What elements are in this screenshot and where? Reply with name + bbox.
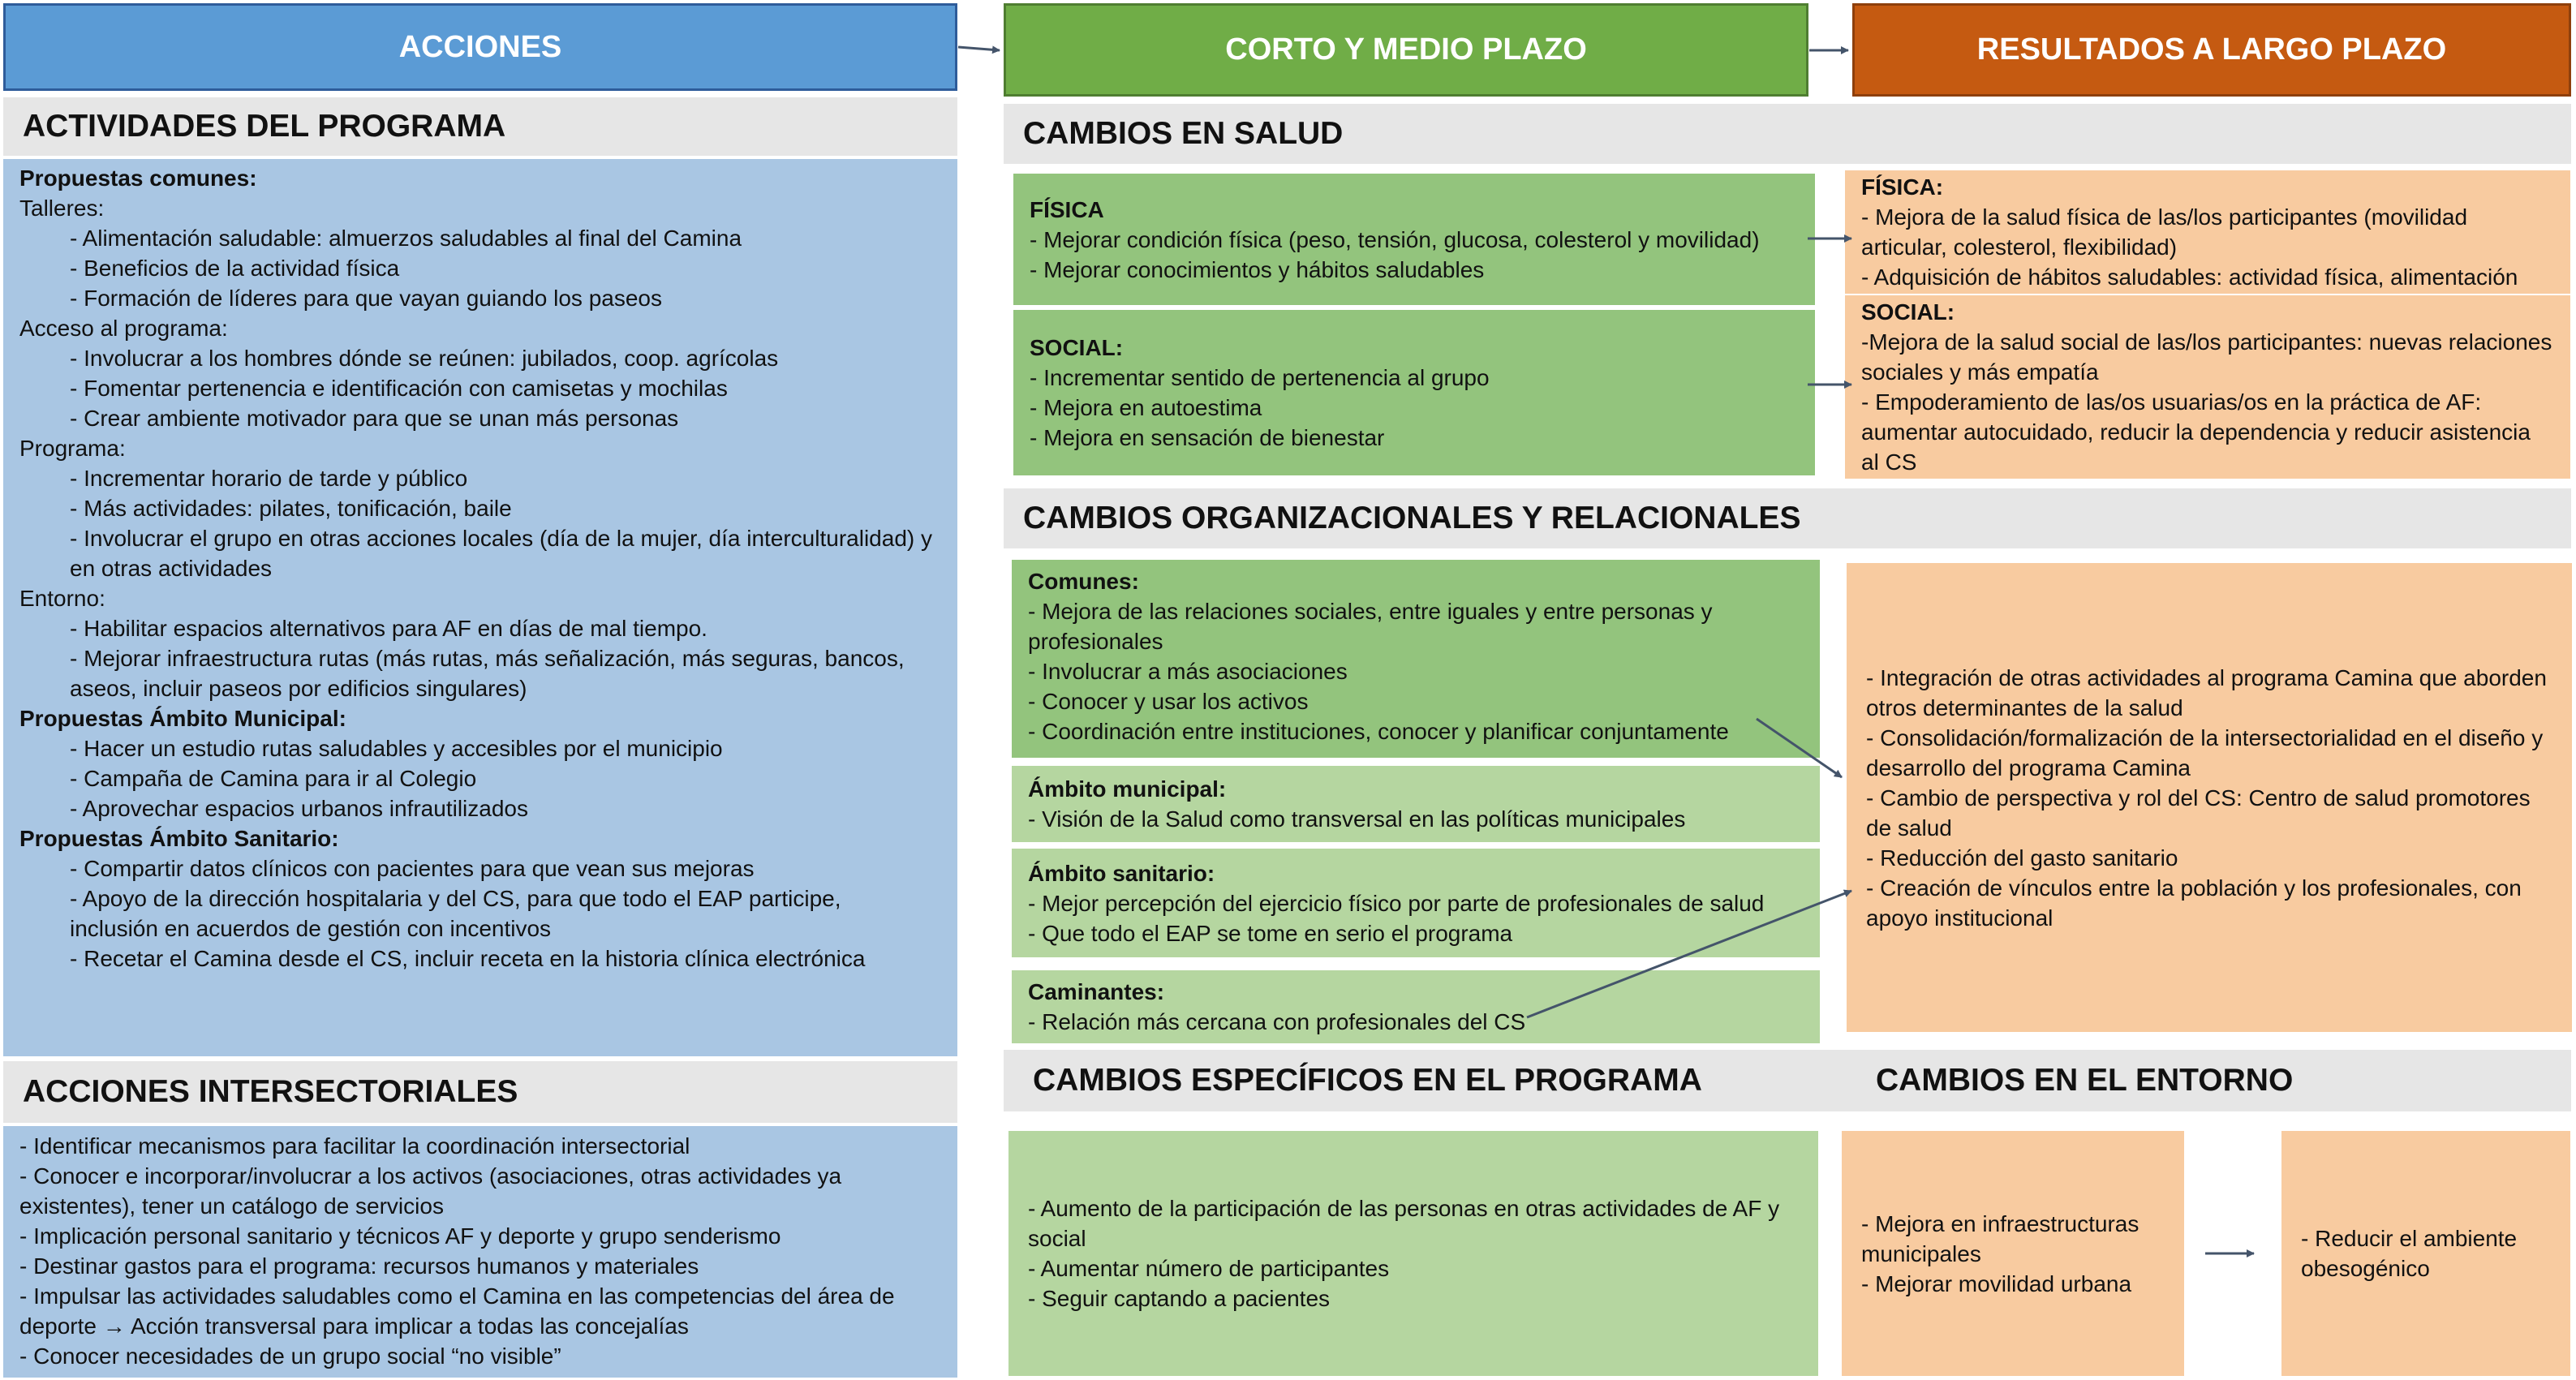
talleres-heading: Talleres:	[19, 196, 105, 221]
list-item: - Cambio de perspectiva y rol del CS: Centro de salud promotores de salud	[1866, 785, 2531, 840]
list-item: - Que todo el EAP se tome en serio el programa	[1028, 920, 1513, 946]
list-item: - Apoyo de la dirección hospitalaria y del CS, para que todo el EAP participe, inclusión en acuerdos de gestión con incentivos	[70, 886, 841, 941]
list-item: - Aumento de la participación de las personas en otras actividades de AF y social	[1028, 1196, 1780, 1251]
list-item: - Mejora de las relaciones sociales, entre iguales y entre personas y profesionales	[1028, 599, 1713, 654]
list-item: - Mejora en sensación de bienestar	[1030, 425, 1385, 450]
header-resultados-largo-plazo: RESULTADOS A LARGO PLAZO	[1852, 3, 2571, 97]
list-item: - Formación de líderes para que vayan guiando los paseos	[70, 286, 662, 311]
list-item: - Mejora de la salud física de las/los participantes (movilidad articular, colesterol, flexibilidad)	[1861, 204, 2468, 260]
list-item: - Crear ambiente motivador para que se unan más personas	[70, 406, 679, 431]
social-heading: SOCIAL:	[1030, 335, 1124, 360]
arrow-comunes-to-largo	[1757, 719, 1842, 777]
entorno-heading: Entorno:	[19, 586, 105, 611]
list-item: - Creación de vínculos entre la población y los profesionales, con apoyo institucional	[1866, 875, 2522, 931]
propuestas-municipal-heading: Propuestas Ámbito Municipal:	[19, 706, 346, 731]
list-item: - Involucrar a más asociaciones	[1028, 659, 1348, 684]
section-cambios-organizacionales: CAMBIOS ORGANIZACIONALES Y RELACIONALES	[1004, 488, 2571, 548]
list-item: - Aprovechar espacios urbanos infrautilizados	[70, 796, 528, 821]
list-item: - Mejor percepción del ejercicio físico por parte de profesionales de salud	[1028, 890, 1765, 916]
list-item: - Incrementar sentido de pertenencia al grupo	[1030, 365, 1490, 390]
list-item: - Hacer un estudio rutas saludables y accesibles por el municipio	[70, 736, 723, 761]
list-item: - Fomentar pertenencia e identificación con camisetas y mochilas	[70, 376, 728, 401]
list-item: - Relación más cercana con profesionales del CS	[1028, 1009, 1526, 1034]
list-item: - Empoderamiento de las/os usuarias/os en la práctica de AF: aumentar autocuidado, reducir la dependencia y reducir asistencia al CS	[1861, 389, 2531, 475]
list-item: - Mejorar conocimientos y hábitos saludables	[1030, 256, 1485, 282]
list-item: - Consolidación/formalización de la intersectorialidad en el diseño y desarrollo del programa Camina	[1866, 724, 2544, 780]
list-item: - Seguir captando a pacientes	[1028, 1286, 1331, 1311]
list-item: - Beneficios de la actividad física	[70, 256, 400, 281]
entorno-title: CAMBIOS EN EL ENTORNO	[1876, 1063, 2294, 1098]
ambito-sanitario-heading: Ámbito sanitario:	[1028, 860, 1215, 886]
propuestas-sanitario-heading: Propuestas Ámbito Sanitario:	[19, 826, 339, 851]
list-item: - Compartir datos clínicos con pacientes para que vean sus mejoras	[70, 856, 755, 881]
list-item: - Reducir el ambiente obesogénico	[2301, 1226, 2518, 1281]
list-item: - Involucrar a los hombres dónde se reúnen: jubilados, coop. agrícolas	[70, 346, 779, 371]
list-item: - Reducción del gasto sanitario	[1866, 845, 2178, 871]
header-corto-medio-plazo: CORTO Y MEDIO PLAZO	[1004, 3, 1808, 97]
list-item: - Impulsar las actividades saludables como el Camina en las competencias del área de deporte → Acción transversal para implicar a todas las concejalías	[19, 1283, 895, 1339]
especificos-title: CAMBIOS ESPECÍFICOS EN EL PROGRAMA	[1033, 1063, 1702, 1098]
list-item: - Alimentación saludable: almuerzos saludables al final del Camina	[70, 226, 742, 251]
programa-heading: Programa:	[19, 436, 126, 461]
list-item: - Mejorar condición física (peso, tensión, glucosa, colesterol y movilidad)	[1030, 226, 1760, 252]
list-item: - Habilitar espacios alternativos para AF en días de mal tiempo.	[70, 616, 707, 641]
propuestas-comunes-heading: Propuestas comunes:	[19, 166, 257, 191]
list-item: - Adquisición de hábitos saludables: actividad física, alimentación	[1861, 264, 2518, 290]
list-item: - Mejora en infraestructuras municipales	[1861, 1210, 2139, 1266]
list-item: - Conocer necesidades de un grupo social “no visible”	[19, 1343, 561, 1369]
section-actividades-programa: ACTIVIDADES DEL PROGRAMA	[3, 97, 957, 156]
arrow-caminantes-to-largo	[1527, 891, 1851, 1017]
list-item: - Coordinación entre instituciones, conocer y planificar conjuntamente	[1028, 719, 1729, 744]
list-item: - Integración de otras actividades al programa Camina que aborden otros determinantes de la salud	[1866, 664, 2547, 720]
largo-social-heading: SOCIAL:	[1861, 299, 1955, 325]
arrow-acciones-to-corto	[958, 47, 1000, 50]
list-item: - Implicación personal sanitario y técnicos AF y deporte y grupo senderismo	[19, 1223, 781, 1249]
list-item: - Conocer y usar los activos	[1028, 689, 1309, 714]
header-acciones: ACCIONES	[3, 3, 957, 91]
list-item: - Identificar mecanismos para facilitar la coordinación intersectorial	[19, 1133, 690, 1159]
list-item: - Destinar gastos para el programa: recursos humanos y materiales	[19, 1253, 699, 1279]
acceso-heading: Acceso al programa:	[19, 316, 228, 341]
fisica-heading: FÍSICA	[1030, 196, 1104, 222]
caminantes-heading: Caminantes:	[1028, 979, 1165, 1004]
list-item: - Más actividades: pilates, tonificación, baile	[70, 496, 512, 521]
comunes-heading: Comunes:	[1028, 569, 1139, 594]
list-item: - Visión de la Salud como transversal en las políticas municipales	[1028, 806, 1686, 832]
largo-fisica-heading: FÍSICA:	[1861, 174, 1944, 200]
section-cambios-salud: CAMBIOS EN SALUD	[1004, 104, 2571, 164]
list-item: - Mejorar infraestructura rutas (más rutas, más señalización, más seguras, bancos, aseos, incluir paseos por edificios singulares)	[70, 646, 905, 701]
list-item: - Involucrar el grupo en otras acciones locales (día de la mujer, día interculturalidad) y en otras actividades	[70, 526, 932, 581]
list-item: - Mejorar movilidad urbana	[1861, 1270, 2132, 1296]
list-item: - Recetar el Camina desde el CS, incluir receta en la historia clínica electrónica	[70, 946, 866, 971]
list-item: - Campaña de Camina para ir al Colegio	[70, 766, 477, 791]
section-acciones-intersectoriales: ACCIONES INTERSECTORIALES	[3, 1061, 957, 1123]
ambito-municipal-heading: Ámbito municipal:	[1028, 776, 1227, 802]
list-item: - Incrementar horario de tarde y público	[70, 466, 468, 491]
list-item: - Mejora en autoestima	[1030, 395, 1262, 420]
list-item: - Conocer e incorporar/involucrar a los activos (asociaciones, otras actividades ya existentes), tener un catálogo de servicios	[19, 1163, 842, 1219]
list-item: -Mejora de la salud social de las/los participantes: nuevas relaciones sociales y más empatía	[1861, 329, 2552, 385]
list-item: - Aumentar número de participantes	[1028, 1256, 1390, 1281]
